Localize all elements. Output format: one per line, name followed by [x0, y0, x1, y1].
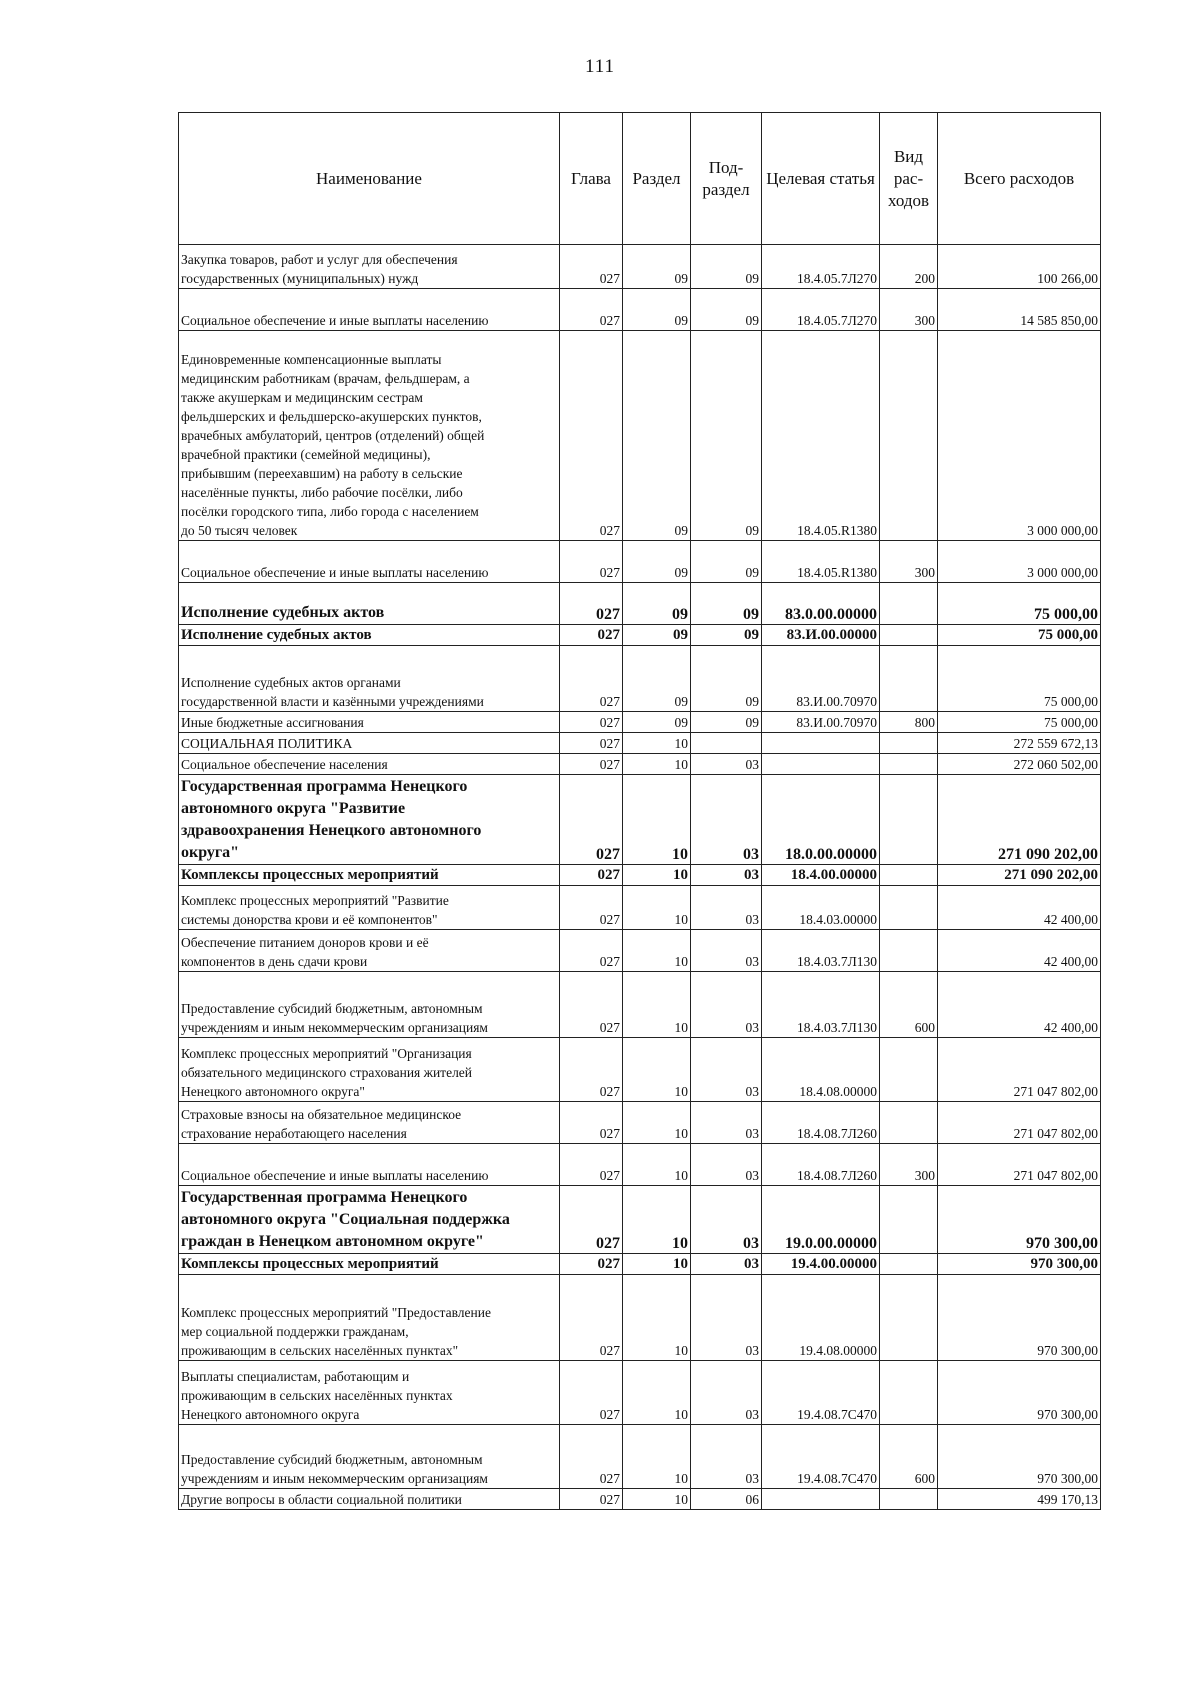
cell-vid: 800 — [880, 712, 938, 733]
cell-total: 271 090 202,00 — [938, 775, 1101, 865]
cell-vid — [880, 1038, 938, 1102]
table-row — [179, 646, 1101, 712]
cell-razdel: 10 — [623, 754, 691, 775]
cell-glava: 027 — [560, 331, 623, 541]
cell-article: 83.0.00.00000 — [762, 583, 880, 625]
cell-total: 271 047 802,00 — [938, 1038, 1101, 1102]
cell-name: Иные бюджетные ассигнования — [179, 712, 560, 733]
table-row — [179, 331, 1101, 541]
cell-article: 18.4.08.7Л260 — [762, 1102, 880, 1144]
table-row — [179, 1254, 1101, 1275]
table-row — [179, 972, 1101, 1038]
cell-glava: 027 — [560, 712, 623, 733]
cell-podrazdel: 03 — [691, 865, 762, 886]
cell-podrazdel: 03 — [691, 886, 762, 930]
cell-podrazdel: 09 — [691, 712, 762, 733]
cell-total: 14 585 850,00 — [938, 289, 1101, 331]
cell-razdel: 10 — [623, 930, 691, 972]
cell-name: Комплекс процессных мероприятий "Предоставление мер социальной поддержки гражданам, проживающим в сельских населённых пунктах" — [179, 1275, 560, 1361]
cell-vid: 200 — [880, 245, 938, 289]
cell-total: 970 300,00 — [938, 1361, 1101, 1425]
cell-article: 83.И.00.70970 — [762, 646, 880, 712]
cell-razdel: 10 — [623, 1254, 691, 1275]
cell-razdel: 10 — [623, 1038, 691, 1102]
page-number: 111 — [584, 56, 616, 77]
cell-glava: 027 — [560, 1102, 623, 1144]
cell-name: Социальное обеспечение и иные выплаты населению — [179, 289, 560, 331]
cell-article: 83.И.00.00000 — [762, 625, 880, 646]
cell-name: Комплекс процессных мероприятий "Организация обязательного медицинского страхования жителей Ненецкого автономного округа" — [179, 1038, 560, 1102]
cell-name: Страховые взносы на обязательное медицинское страхование неработающего населения — [179, 1102, 560, 1144]
cell-glava: 027 — [560, 1425, 623, 1489]
cell-article: 19.4.08.7С470 — [762, 1425, 880, 1489]
cell-total: 75 000,00 — [938, 646, 1101, 712]
cell-glava: 027 — [560, 541, 623, 583]
cell-podrazdel: 03 — [691, 972, 762, 1038]
cell-podrazdel: 06 — [691, 1489, 762, 1510]
cell-podrazdel: 03 — [691, 1425, 762, 1489]
cell-razdel: 10 — [623, 1102, 691, 1144]
cell-name: Комплексы процессных мероприятий — [179, 1254, 560, 1275]
cell-article: 18.4.05.7Л270 — [762, 245, 880, 289]
cell-glava: 027 — [560, 289, 623, 331]
cell-razdel: 09 — [623, 625, 691, 646]
table-row — [179, 1361, 1101, 1425]
cell-glava: 027 — [560, 1254, 623, 1275]
cell-razdel: 09 — [623, 541, 691, 583]
cell-podrazdel: 03 — [691, 930, 762, 972]
cell-name: Предоставление субсидий бюджетным, автономным учреждениям и иным некоммерческим организациям — [179, 972, 560, 1038]
cell-name: Комплекс процессных мероприятий "Развитие системы донорства крови и её компонентов" — [179, 886, 560, 930]
table-row — [179, 541, 1101, 583]
cell-article: 18.4.03.7Л130 — [762, 930, 880, 972]
cell-razdel: 09 — [623, 646, 691, 712]
cell-vid — [880, 583, 938, 625]
cell-podrazdel: 09 — [691, 541, 762, 583]
cell-vid — [880, 1254, 938, 1275]
cell-article: 18.4.05.R1380 — [762, 541, 880, 583]
cell-razdel: 10 — [623, 775, 691, 865]
budget-table — [178, 112, 1101, 1510]
cell-podrazdel: 09 — [691, 245, 762, 289]
cell-glava: 027 — [560, 1144, 623, 1186]
cell-podrazdel: 03 — [691, 1361, 762, 1425]
cell-podrazdel: 03 — [691, 775, 762, 865]
cell-name: СОЦИАЛЬНАЯ ПОЛИТИКА — [179, 733, 560, 754]
cell-total: 271 047 802,00 — [938, 1102, 1101, 1144]
table-row — [179, 245, 1101, 289]
cell-name: Социальное обеспечение населения — [179, 754, 560, 775]
cell-razdel: 10 — [623, 972, 691, 1038]
cell-article — [762, 1489, 880, 1510]
cell-total: 271 047 802,00 — [938, 1144, 1101, 1186]
cell-name: Исполнение судебных актов органами государственной власти и казёнными учреждениями — [179, 646, 560, 712]
table-row — [179, 712, 1101, 733]
cell-name: Другие вопросы в области социальной политики — [179, 1489, 560, 1510]
cell-article: 19.4.08.7С470 — [762, 1361, 880, 1425]
cell-name: Закупка товаров, работ и услуг для обеспечения государственных (муниципальных) нужд — [179, 245, 560, 289]
cell-vid — [880, 775, 938, 865]
cell-name: Социальное обеспечение и иные выплаты населению — [179, 1144, 560, 1186]
cell-razdel: 10 — [623, 865, 691, 886]
cell-podrazdel: 03 — [691, 1254, 762, 1275]
cell-total: 42 400,00 — [938, 930, 1101, 972]
cell-name: Единовременные компенсационные выплаты медицинским работникам (врачам, фельдшерам, а также акушеркам и медицинским сестрам фельдшерских и фельдшерско-акушерских пунктов, врачебных амбулаторий, центров (отделений) общей врачебной практики (семейной медицины), прибывшим (переехавшим) на работу в сельские населённые пункты, либо рабочие посёлки, либо посёлки городского типа, либо города с населением до 50 тысяч человек — [179, 331, 560, 541]
cell-vid — [880, 733, 938, 754]
cell-glava: 027 — [560, 646, 623, 712]
cell-glava: 027 — [560, 1361, 623, 1425]
table-row — [179, 1275, 1101, 1361]
header-razdel: Раздел — [623, 113, 691, 245]
cell-article — [762, 733, 880, 754]
table-row — [179, 1144, 1101, 1186]
cell-name: Государственная программа Ненецкого автономного округа "Социальная поддержка граждан в Ненецком автономном округе" — [179, 1186, 560, 1254]
cell-razdel: 09 — [623, 583, 691, 625]
cell-total: 75 000,00 — [938, 625, 1101, 646]
cell-article: 19.4.08.00000 — [762, 1275, 880, 1361]
cell-razdel: 09 — [623, 712, 691, 733]
cell-article: 19.0.00.00000 — [762, 1186, 880, 1254]
cell-total: 970 300,00 — [938, 1275, 1101, 1361]
cell-glava: 027 — [560, 775, 623, 865]
cell-name: Исполнение судебных актов — [179, 583, 560, 625]
cell-glava: 027 — [560, 754, 623, 775]
cell-vid: 300 — [880, 289, 938, 331]
cell-name: Комплексы процессных мероприятий — [179, 865, 560, 886]
cell-razdel: 10 — [623, 733, 691, 754]
table-row — [179, 583, 1101, 625]
cell-name: Социальное обеспечение и иные выплаты населению — [179, 541, 560, 583]
cell-razdel: 10 — [623, 1425, 691, 1489]
table-row — [179, 886, 1101, 930]
cell-name: Государственная программа Ненецкого автономного округа "Развитие здравоохранения Ненецкого автономного округа" — [179, 775, 560, 865]
cell-razdel: 09 — [623, 245, 691, 289]
cell-razdel: 09 — [623, 331, 691, 541]
table-row — [179, 930, 1101, 972]
cell-glava: 027 — [560, 930, 623, 972]
cell-glava: 027 — [560, 245, 623, 289]
table-row — [179, 775, 1101, 865]
cell-total: 272 559 672,13 — [938, 733, 1101, 754]
table-row — [179, 1489, 1101, 1510]
cell-podrazdel: 03 — [691, 1038, 762, 1102]
cell-glava: 027 — [560, 733, 623, 754]
table-row — [179, 754, 1101, 775]
cell-total: 3 000 000,00 — [938, 331, 1101, 541]
cell-article: 18.4.03.00000 — [762, 886, 880, 930]
cell-article: 18.4.05.R1380 — [762, 331, 880, 541]
header-article: Целевая статья — [762, 113, 880, 245]
cell-vid — [880, 646, 938, 712]
cell-podrazdel: 03 — [691, 1102, 762, 1144]
header-vid: Вид рас- ходов — [880, 113, 938, 245]
cell-glava: 027 — [560, 865, 623, 886]
table-row — [179, 1186, 1101, 1254]
cell-total: 499 170,13 — [938, 1489, 1101, 1510]
cell-razdel: 10 — [623, 1275, 691, 1361]
cell-total: 271 090 202,00 — [938, 865, 1101, 886]
cell-vid — [880, 1361, 938, 1425]
cell-razdel: 10 — [623, 1489, 691, 1510]
cell-total: 970 300,00 — [938, 1254, 1101, 1275]
cell-podrazdel: 03 — [691, 754, 762, 775]
cell-article: 83.И.00.70970 — [762, 712, 880, 733]
cell-vid — [880, 886, 938, 930]
cell-glava: 027 — [560, 1186, 623, 1254]
header-total: Всего расходов — [938, 113, 1101, 245]
cell-article: 19.4.00.00000 — [762, 1254, 880, 1275]
cell-razdel: 10 — [623, 1144, 691, 1186]
cell-article: 18.0.00.00000 — [762, 775, 880, 865]
cell-podrazdel: 09 — [691, 625, 762, 646]
cell-glava: 027 — [560, 1489, 623, 1510]
table-row — [179, 1425, 1101, 1489]
cell-total: 100 266,00 — [938, 245, 1101, 289]
cell-article: 18.4.05.7Л270 — [762, 289, 880, 331]
cell-total: 272 060 502,00 — [938, 754, 1101, 775]
cell-podrazdel: 09 — [691, 289, 762, 331]
cell-podrazdel: 03 — [691, 1186, 762, 1254]
cell-glava: 027 — [560, 583, 623, 625]
cell-razdel: 10 — [623, 1361, 691, 1425]
cell-name: Обеспечение питанием доноров крови и её компонентов в день сдачи крови — [179, 930, 560, 972]
header-podrazdel: Под- раздел — [691, 113, 762, 245]
cell-vid: 300 — [880, 541, 938, 583]
cell-podrazdel — [691, 733, 762, 754]
cell-glava: 027 — [560, 1038, 623, 1102]
cell-vid — [880, 625, 938, 646]
cell-article: 18.4.08.00000 — [762, 1038, 880, 1102]
cell-podrazdel: 03 — [691, 1144, 762, 1186]
cell-podrazdel: 09 — [691, 331, 762, 541]
cell-vid — [880, 754, 938, 775]
cell-article: 18.4.03.7Л130 — [762, 972, 880, 1038]
cell-article: 18.4.00.00000 — [762, 865, 880, 886]
cell-vid — [880, 1102, 938, 1144]
cell-vid — [880, 1275, 938, 1361]
table-row — [179, 1102, 1101, 1144]
cell-podrazdel: 03 — [691, 1275, 762, 1361]
cell-total: 42 400,00 — [938, 886, 1101, 930]
cell-article: 18.4.08.7Л260 — [762, 1144, 880, 1186]
header-glava: Глава — [560, 113, 623, 245]
table-body — [179, 245, 1101, 1510]
cell-total: 970 300,00 — [938, 1425, 1101, 1489]
cell-total: 970 300,00 — [938, 1186, 1101, 1254]
cell-razdel: 10 — [623, 886, 691, 930]
table-row — [179, 1038, 1101, 1102]
cell-glava: 027 — [560, 886, 623, 930]
cell-vid — [880, 331, 938, 541]
cell-total: 42 400,00 — [938, 972, 1101, 1038]
cell-glava: 027 — [560, 625, 623, 646]
cell-podrazdel: 09 — [691, 583, 762, 625]
cell-razdel: 10 — [623, 1186, 691, 1254]
cell-vid — [880, 1489, 938, 1510]
table-row — [179, 625, 1101, 646]
cell-vid: 600 — [880, 1425, 938, 1489]
cell-total: 75 000,00 — [938, 712, 1101, 733]
cell-vid — [880, 930, 938, 972]
cell-vid: 600 — [880, 972, 938, 1038]
table-row — [179, 865, 1101, 886]
header-name: Наименование — [179, 113, 560, 245]
cell-vid: 300 — [880, 1144, 938, 1186]
cell-glava: 027 — [560, 972, 623, 1038]
cell-glava: 027 — [560, 1275, 623, 1361]
cell-vid — [880, 1186, 938, 1254]
cell-name: Исполнение судебных актов — [179, 625, 560, 646]
cell-total: 75 000,00 — [938, 583, 1101, 625]
cell-podrazdel: 09 — [691, 646, 762, 712]
table-row — [179, 289, 1101, 331]
cell-name: Предоставление субсидий бюджетным, автономным учреждениям и иным некоммерческим организациям — [179, 1425, 560, 1489]
cell-razdel: 09 — [623, 289, 691, 331]
header-row — [179, 113, 1101, 245]
cell-article — [762, 754, 880, 775]
cell-name: Выплаты специалистам, работающим и проживающим в сельских населённых пунктах Ненецкого автономного округа — [179, 1361, 560, 1425]
cell-vid — [880, 865, 938, 886]
cell-total: 3 000 000,00 — [938, 541, 1101, 583]
table-row — [179, 733, 1101, 754]
